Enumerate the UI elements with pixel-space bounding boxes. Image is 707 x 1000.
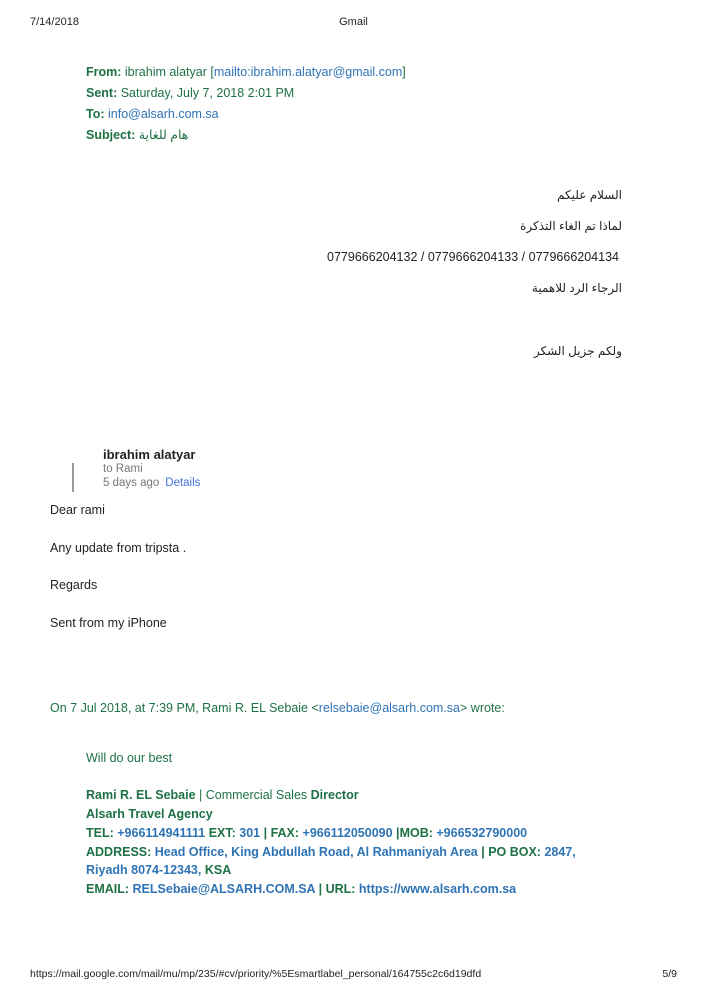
print-date: 7/14/2018	[30, 16, 79, 28]
subject-line	[86, 125, 406, 146]
quote-indent-bar	[72, 463, 74, 492]
sig-name-title	[86, 788, 359, 802]
to-line	[86, 104, 406, 125]
url-label: URL:	[325, 882, 359, 896]
address-value: Head Office, King Abdullah Road, Al Rahmaniyah Area	[154, 845, 478, 859]
fax-sep: |	[260, 826, 271, 840]
sender-time: 5 days ago	[103, 477, 160, 489]
mob-value: +966532790000	[436, 826, 528, 840]
url-sep: |	[315, 882, 326, 896]
to-label: To:	[86, 107, 105, 121]
subject-label: Subject:	[86, 128, 136, 142]
body-line-regards: Regards	[50, 578, 98, 592]
mob-label: MOB:	[399, 826, 437, 840]
email-label: EMAIL:	[86, 882, 133, 896]
ext-label: EXT:	[205, 826, 240, 840]
sig-company-text: Alsarh Travel Agency	[86, 807, 213, 821]
footer-url: https://mail.google.com/mail/mu/mp/235/#cv/priority/%5Esmartlabel_personal/164755c2c6d19dfd	[30, 968, 482, 980]
fax-label: FAX:	[270, 826, 303, 840]
sig-city	[86, 863, 231, 877]
body-line-greeting: Dear rami	[50, 503, 105, 517]
body-line-sent-from: Sent from my iPhone	[50, 616, 167, 630]
print-header	[30, 16, 677, 30]
sig-email-url	[86, 882, 516, 896]
from-line	[86, 62, 406, 83]
quote-email-link[interactable]: relsebaie@alsarh.com.sa	[318, 701, 461, 715]
mail-header	[86, 62, 406, 146]
ticket-numbers: 0779666204132 / 0779666204133 / 0779666204134	[327, 250, 619, 264]
quote-suffix: > wrote:	[460, 701, 505, 715]
print-title: Gmail	[339, 16, 368, 28]
from-mailto-link[interactable]: mailto:ibrahim.alatyar@gmail.com	[213, 65, 403, 79]
quoted-reply-header	[50, 701, 505, 715]
address-label: ADDRESS:	[86, 845, 155, 859]
pobox-label: PO BOX:	[488, 845, 545, 859]
fax-value: +966112050090	[302, 826, 393, 840]
mob-sep: |	[392, 826, 400, 840]
sig-company	[86, 807, 213, 821]
sig-address	[86, 845, 576, 859]
pobox-value: 2847,	[544, 845, 576, 859]
from-name: ibrahim alatyar [	[121, 65, 214, 79]
country-value: KSA	[201, 863, 232, 877]
pobox-sep: |	[477, 845, 489, 859]
tel-value: +966114941111	[117, 826, 206, 840]
body-line-question: Any update from tripsta .	[50, 541, 187, 555]
arabic-question: لماذا تم الغاء التذكرة	[520, 219, 622, 233]
email-value-link[interactable]: RELSebaie@ALSARH.COM.SA	[132, 882, 316, 896]
sig-phones	[86, 826, 527, 840]
sig-title-regular: Commercial Sales	[205, 788, 311, 802]
sig-name: Rami R. EL Sebaie	[86, 788, 196, 802]
sent-line	[86, 83, 406, 104]
sig-name-sep: |	[195, 788, 206, 802]
url-value-link[interactable]: https://www.alsarh.com.sa	[358, 882, 517, 896]
tel-label: TEL:	[86, 826, 118, 840]
quote-prefix: On 7 Jul 2018, at 7:39 PM, Rami R. EL Sebaie <	[50, 701, 319, 715]
sent-label: Sent:	[86, 86, 118, 100]
sig-greeting	[86, 751, 172, 765]
arabic-request: الرجاء الرد للاهمية	[531, 281, 622, 295]
ext-value: 301	[239, 826, 261, 840]
sender-recipient: to Rami	[103, 463, 143, 475]
from-label: From:	[86, 65, 122, 79]
details-link[interactable]: Details	[165, 477, 201, 489]
city-value: Riyadh 8074-12343,	[86, 863, 202, 877]
sig-title-bold: Director	[310, 788, 359, 802]
from-close: ]	[402, 65, 406, 79]
sent-value: Saturday, July 7, 2018 2:01 PM	[117, 86, 295, 100]
sig-greeting-text: Will do our best	[86, 751, 173, 765]
sender-meta	[103, 477, 200, 489]
to-address-link[interactable]: info@alsarh.com.sa	[104, 107, 219, 121]
sender-name: ibrahim alatyar	[103, 447, 196, 462]
footer-page-number: 5/9	[662, 968, 677, 980]
arabic-thanks: ولكم جزيل الشكر	[533, 344, 622, 358]
arabic-greeting: السلام عليكم	[557, 188, 622, 202]
subject-value: هام للغاية	[135, 128, 189, 142]
